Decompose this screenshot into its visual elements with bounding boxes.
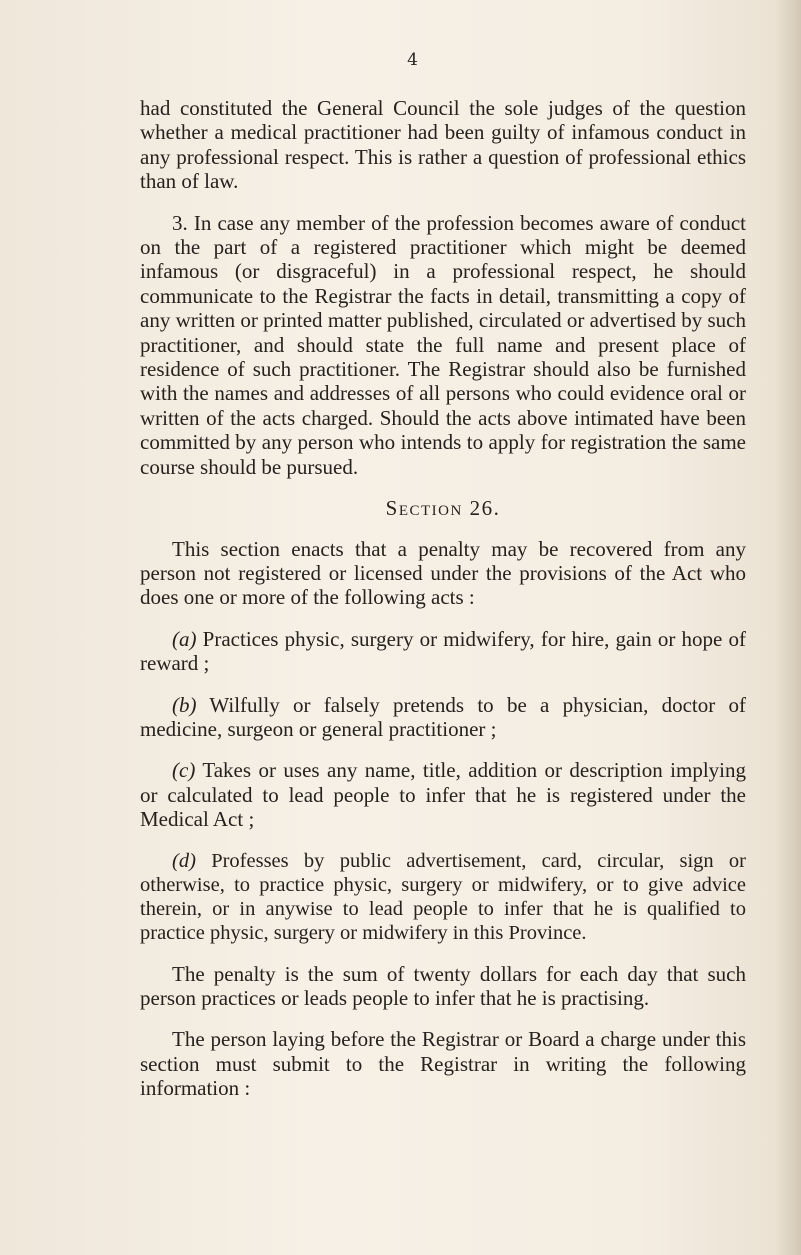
section-heading: Section 26. <box>385 496 501 521</box>
list-text-c: Takes or uses any name, title, addition or description implying or calculated to lead people to infer that he is registered under the Medical Act ; <box>140 758 746 832</box>
paragraph-item-3: 3. In case any member of the profession becomes aware of conduct on the part of a registered practitioner which might be deemed infamous (or disgraceful) in a professional respect, he should communicate to the Registrar the facts in detail, transmitting a copy of any written or printed matter published, circulated or advertised by such practitioner, and should state the full name and present place of residence of such practitioner. The Registrar should also be furnished with the names and addresses of all persons who could evidence oral or written of the acts charged. Should the acts above intimated have been committed by any person who intends to apply for registration the same course should be pursued. <box>140 210 746 479</box>
page-edge-shadow <box>775 0 801 1255</box>
list-label-b: (b) <box>172 692 197 717</box>
paragraph-section-intro: This section enacts that a penalty may be recovered from any person not registered or licensed under the provisions of the Act who does one or more of the following acts : <box>140 536 746 610</box>
list-text-a: Practices physic, surgery or midwifery, for hire, gain or hope of reward ; <box>140 626 746 676</box>
list-text-b: Wilfully or falsely pretends to be a physician, doctor of medicine, surgeon or general practitioner ; <box>140 692 746 741</box>
body-text <box>140 96 746 1118</box>
paragraph-penalty: The penalty is the sum of twenty dollars for each day that such person practices or leads people to infer that he is practising. <box>140 961 746 1010</box>
list-label-d: (d) <box>172 849 196 872</box>
list-label-c: (c) <box>172 758 196 783</box>
paragraph-charge: The person laying before the Registrar or Board a charge under this section must submit to the Registrar in writing the following information : <box>140 1027 746 1101</box>
list-item-b <box>140 693 746 742</box>
list-item-c <box>140 758 746 831</box>
list-text-d: Professes by public advertisement, card, circular, sign or otherwise, to practice physic, surgery or midwifery, or to give advice therein, or in anywise to lead people to infer that he is qualified to practice physic, surgery or midwifery in this Province. <box>140 849 747 944</box>
list-label-a: (a) <box>172 626 197 651</box>
list-item-a <box>140 627 746 676</box>
page-number: 4 <box>407 50 418 70</box>
paragraph-continuation: had constituted the General Council the sole judges of the question whether a medical practitioner had been guilty of infamous conduct in any professional respect. This is rather a question of professional ethics than of law. <box>140 96 746 194</box>
list-item-d <box>140 849 746 945</box>
